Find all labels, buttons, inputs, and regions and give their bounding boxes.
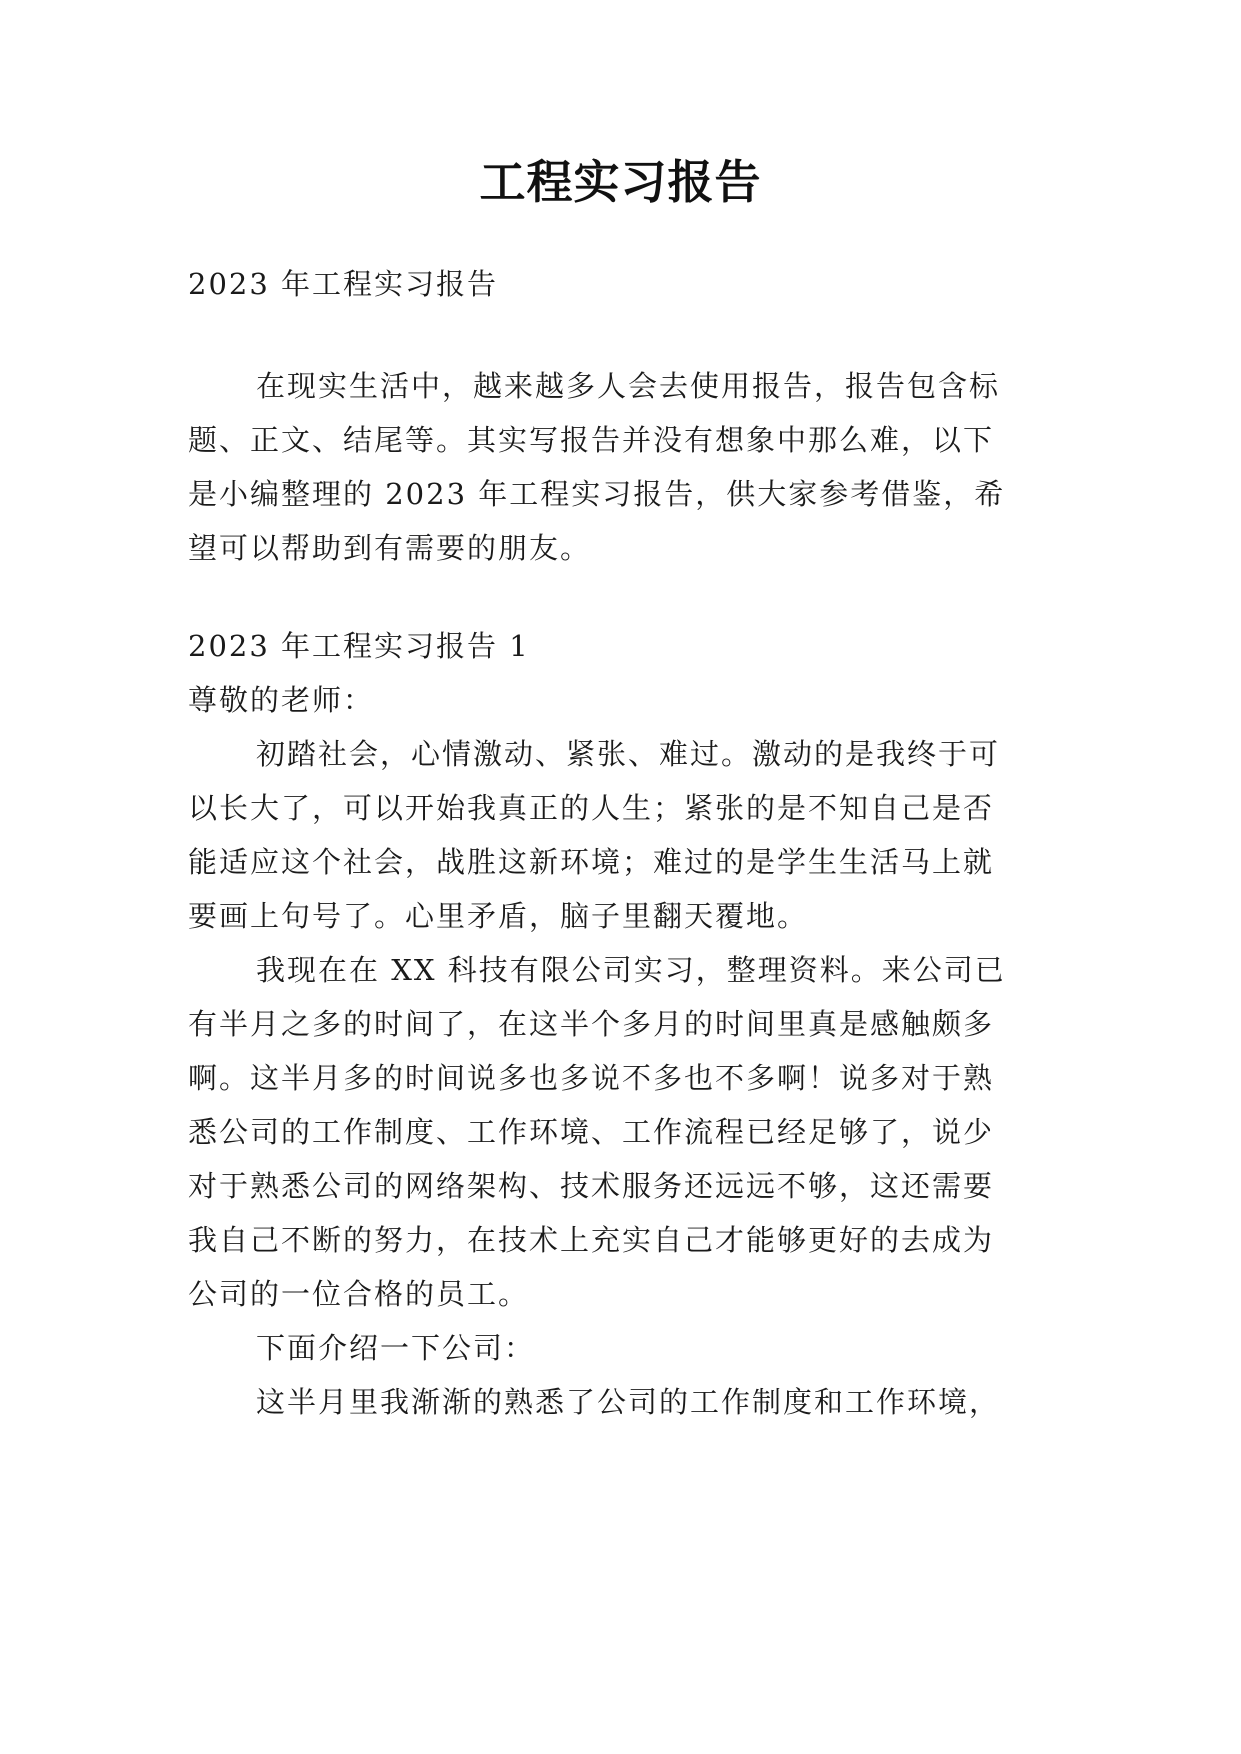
paragraph-line: 我现在在 XX 科技有限公司实习，整理资料。来公司已	[256, 953, 1006, 987]
paragraph-line: 初踏社会，心情激动、紧张、难过。激动的是我终于可	[256, 737, 1001, 771]
paragraph-line: 我自己不断的努力，在技术上充实自己才能够更好的去成为	[188, 1223, 995, 1257]
paragraph-line: 这半月里我渐渐的熟悉了公司的工作制度和工作环境，	[256, 1385, 1001, 1419]
paragraph-line: 啊。这半月多的时间说多也多说不多也不多啊！说多对于熟	[188, 1061, 995, 1095]
intro-line: 望可以帮助到有需要的朋友。	[188, 531, 592, 565]
paragraph-line: 公司的一位合格的员工。	[188, 1277, 530, 1311]
section-heading: 2023 年工程实习报告 1	[188, 629, 530, 663]
paragraph-line: 对于熟悉公司的网络架构、技术服务还远远不够，这还需要	[188, 1169, 995, 1203]
paragraph-line: 能适应这个社会，战胜这新环境；难过的是学生生活马上就	[188, 845, 995, 879]
paragraph-line: 下面介绍一下公司：	[256, 1331, 536, 1365]
intro-line: 题、正文、结尾等。其实写报告并没有想象中那么难，以下	[188, 423, 995, 457]
document-subtitle: 2023 年工程实习报告	[188, 267, 499, 301]
intro-line: 是小编整理的 2023 年工程实习报告，供大家参考借鉴，希	[188, 477, 1006, 511]
document-title: 工程实习报告	[479, 155, 762, 209]
paragraph-line: 要画上句号了。心里矛盾，脑子里翻天覆地。	[188, 899, 809, 933]
intro-line: 在现实生活中，越来越多人会去使用报告，报告包含标	[256, 369, 1001, 403]
paragraph-line: 悉公司的工作制度、工作环境、工作流程已经足够了，说少	[188, 1115, 995, 1149]
paragraph-line: 有半月之多的时间了，在这半个多月的时间里真是感触颇多	[188, 1007, 995, 1041]
paragraph-line: 以长大了，可以开始我真正的人生；紧张的是不知自己是否	[188, 791, 995, 825]
salutation: 尊敬的老师：	[188, 683, 375, 717]
